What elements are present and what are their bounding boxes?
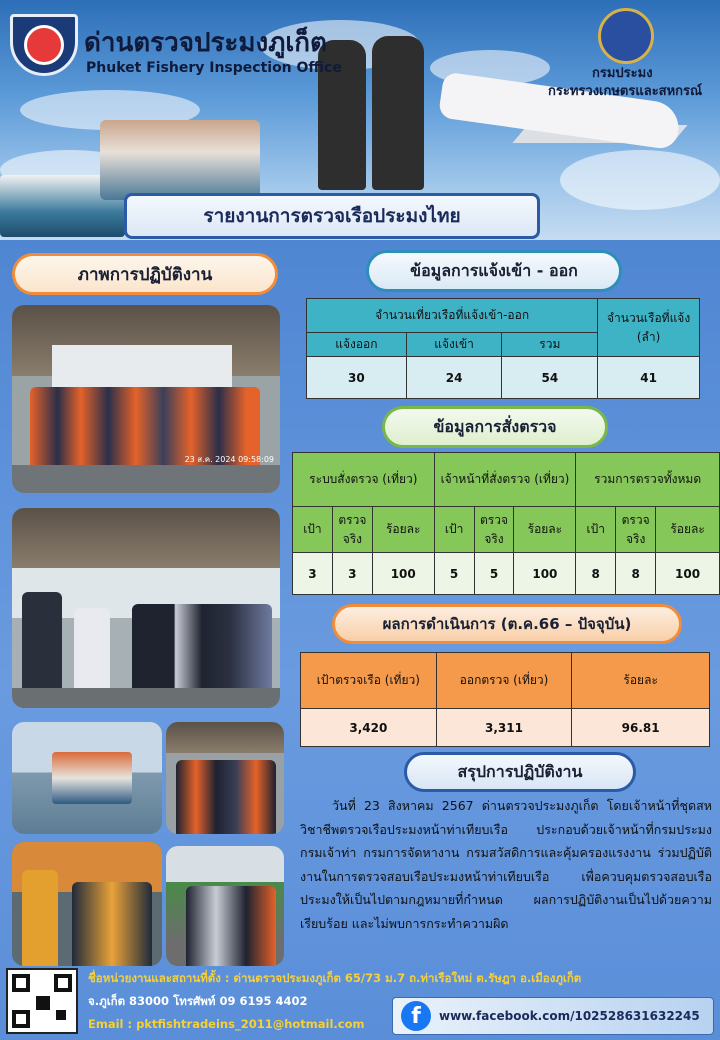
arrival-departure-table xyxy=(306,298,700,399)
total-percent: 100 xyxy=(656,553,720,595)
total-target: 8 xyxy=(576,553,616,595)
results-title: ผลการดำเนินการ (ต.ค.66 – ปัจจุบัน) xyxy=(332,604,682,644)
col-percent: ร้อยละ xyxy=(656,507,720,553)
value-in: 24 xyxy=(406,357,502,399)
vessels-header: จำนวนเรือที่แจ้ง (ลำ) xyxy=(598,299,700,357)
department-name: กรมประมง xyxy=(592,66,653,81)
office-name-en: Phuket Fishery Inspection Office xyxy=(86,60,342,76)
col-in: แจ้งเข้า xyxy=(406,333,502,357)
qr-code[interactable] xyxy=(6,968,78,1034)
group-header: จำนวนเที่ยวเรือที่แจ้งเข้า-ออก xyxy=(307,299,598,333)
col-actual: ตรวจจริง xyxy=(616,507,656,553)
footer-address-line2: จ.ภูเก็ต 83000 โทรศัพท์ 09 6195 4402 xyxy=(88,994,308,1008)
operation-photo-6 xyxy=(166,846,284,966)
facebook-url[interactable]: www.facebook.com/102528631632245 xyxy=(439,1009,700,1023)
value-percent: 96.81 xyxy=(572,709,710,747)
col-actual: ตรวจจริง xyxy=(332,507,372,553)
photos-section-title: ภาพการปฏิบัติงาน xyxy=(12,253,278,295)
summary-title: สรุปการปฏิบัติงาน xyxy=(404,752,636,792)
heroines-monument-image xyxy=(372,36,424,190)
officer-actual: 5 xyxy=(474,553,514,595)
system-group-header: ระบบสั่งตรวจ (เที่ยว) xyxy=(293,453,435,507)
summary-text: วันที่ 23 สิงหาคม 2567 ด่านตรวจประมงภูเก็ต โดยเจ้าหน้าที่ชุดสหวิชาชีพตรวจเรือประมงหน้าท่าเทียบเรือ ประกอบด้วยเจ้าหน้าที่กรมประมง กรมเจ้าท่า กรมการจัดหางาน กรมสวัสดิการและคุ้มครองแรงงาน ร่วมปฏิบัติงานในการตรวจสอบเรือประมงหน้าท่าเทียบเรือ เพื่อควบคุมตรวจสอบเรือประมงให้เป็นไปตามกฎหมายที่กำหนด ผลการปฏิบัติงานเป็นไปด้วยความเรียบร้อย และไม่พบการกระทำความผิด xyxy=(300,798,712,931)
operation-photo-1 xyxy=(12,305,280,493)
col-target: เป้า xyxy=(293,507,333,553)
col-total: รวม xyxy=(502,333,598,357)
ministry-name: กระทรวงเกษตรและสหกรณ์ xyxy=(548,84,703,99)
inspection-orders-table xyxy=(292,452,720,595)
col-percent: ร้อยละ xyxy=(572,653,710,709)
system-actual: 3 xyxy=(332,553,372,595)
inspection-orders-title: ข้อมูลการสั่งตรวจ xyxy=(382,406,608,448)
col-target: เป้า xyxy=(434,507,474,553)
system-target: 3 xyxy=(293,553,333,595)
footer-address-line1: ชื่อหน่วยงานและสถานที่ตั้ง : ด่านตรวจประมงภูเก็ต 65/73 ม.7 ถ.ท่าเรือใหม่ ต.รัษฎา อ.เมืองภูเก็ต xyxy=(88,971,582,985)
footer-email[interactable]: Email : pktfishtradeins_2011@hotmail.com xyxy=(88,1017,365,1031)
col-out: แจ้งออก xyxy=(307,333,407,357)
facebook-icon: f xyxy=(401,1001,431,1031)
office-name-th: ด่านตรวจประมงภูเก็ต xyxy=(84,28,327,58)
value-out: 30 xyxy=(307,357,407,399)
system-percent: 100 xyxy=(372,553,434,595)
officer-group-header: เจ้าหน้าที่สั่งตรวจ (เที่ยว) xyxy=(434,453,576,507)
arrival-departure-title: ข้อมูลการแจ้งเข้า - ออก xyxy=(366,250,622,292)
operation-photo-5 xyxy=(12,842,162,966)
col-target: เป้าตรวจเรือ (เที่ยว) xyxy=(301,653,437,709)
operation-photo-3 xyxy=(12,722,162,834)
value-total: 54 xyxy=(502,357,598,399)
operation-photo-2 xyxy=(12,508,280,708)
photo-timestamp: 23 ส.ค. 2024 09:58:09 xyxy=(184,455,274,464)
results-table xyxy=(300,652,710,747)
col-out: ออกตรวจ (เที่ยว) xyxy=(436,653,572,709)
officer-target: 5 xyxy=(434,553,474,595)
value-vessels: 41 xyxy=(598,357,700,399)
value-out: 3,311 xyxy=(436,709,572,747)
value-target: 3,420 xyxy=(301,709,437,747)
col-percent: ร้อยละ xyxy=(372,507,434,553)
col-percent: ร้อยละ xyxy=(514,507,576,553)
department-of-fisheries-seal xyxy=(598,8,654,64)
col-actual: ตรวจจริง xyxy=(474,507,514,553)
fishing-boat-image xyxy=(100,120,260,200)
officer-percent: 100 xyxy=(514,553,576,595)
col-target: เป้า xyxy=(576,507,616,553)
total-actual: 8 xyxy=(616,553,656,595)
report-title: รายงานการตรวจเรือประมงไทย xyxy=(124,193,540,239)
total-group-header: รวมการตรวจทั้งหมด xyxy=(576,453,720,507)
facebook-link[interactable] xyxy=(392,997,714,1035)
operation-photo-4 xyxy=(166,722,284,834)
